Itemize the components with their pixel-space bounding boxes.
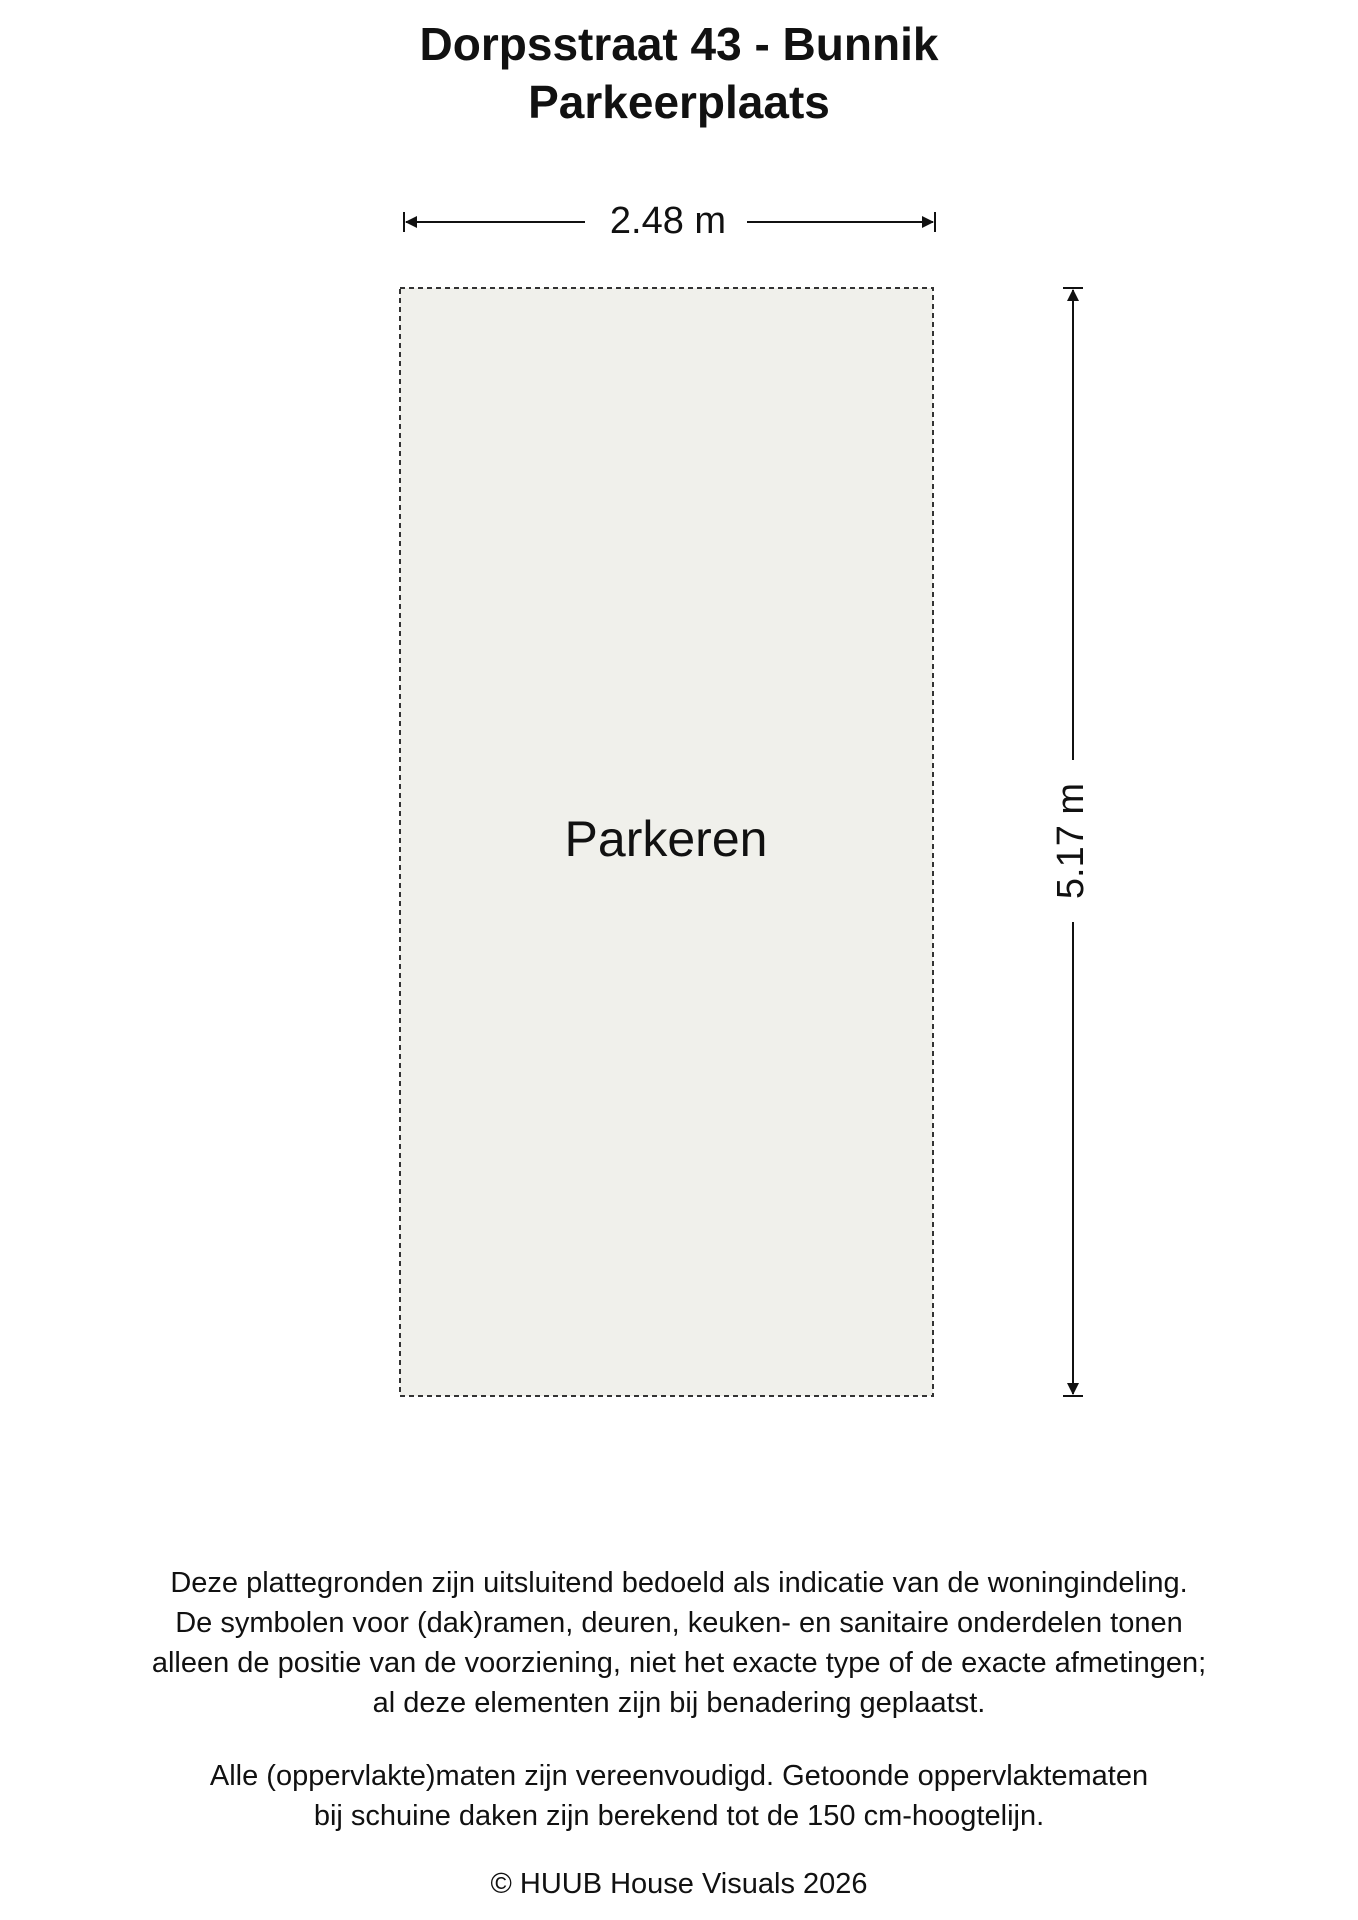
page-subtitle: Parkeerplaats <box>528 76 830 128</box>
disclaimer-line: Deze plattegronden zijn uitsluitend bedoeld als indicatie van de woningindeling. <box>170 1567 1188 1599</box>
disclaimer-line: alleen de positie van de voorziening, niet het exacte type of de exacte afmetingen; <box>151 1647 1207 1679</box>
disclaimer-paragraph-1 <box>0 1563 1358 1723</box>
disclaimer-line: al deze elementen zijn bij benadering geplaatst. <box>372 1687 986 1719</box>
width-dimension <box>404 200 935 242</box>
room-label: Parkeren <box>564 811 768 868</box>
page-title: Dorpsstraat 43 - Bunnik <box>419 18 939 70</box>
disclaimer-line: bij schuine daken zijn berekend tot de 150 cm-hoogtelijn. <box>313 1800 1045 1832</box>
height-label: 5.17 m <box>1050 782 1093 900</box>
disclaimer-line: De symbolen voor (dak)ramen, deuren, keuken- en sanitaire onderdelen tonen <box>175 1607 1183 1639</box>
disclaimer-paragraph-2 <box>0 1756 1358 1836</box>
copyright-notice: © HUUB House Visuals 2026 <box>490 1868 868 1900</box>
disclaimer-line: Alle (oppervlakte)maten zijn vereenvoudigd. Getoonde oppervlaktematen <box>209 1760 1149 1792</box>
width-label: 2.48 m <box>609 200 727 243</box>
height-dimension <box>1050 288 1092 1396</box>
